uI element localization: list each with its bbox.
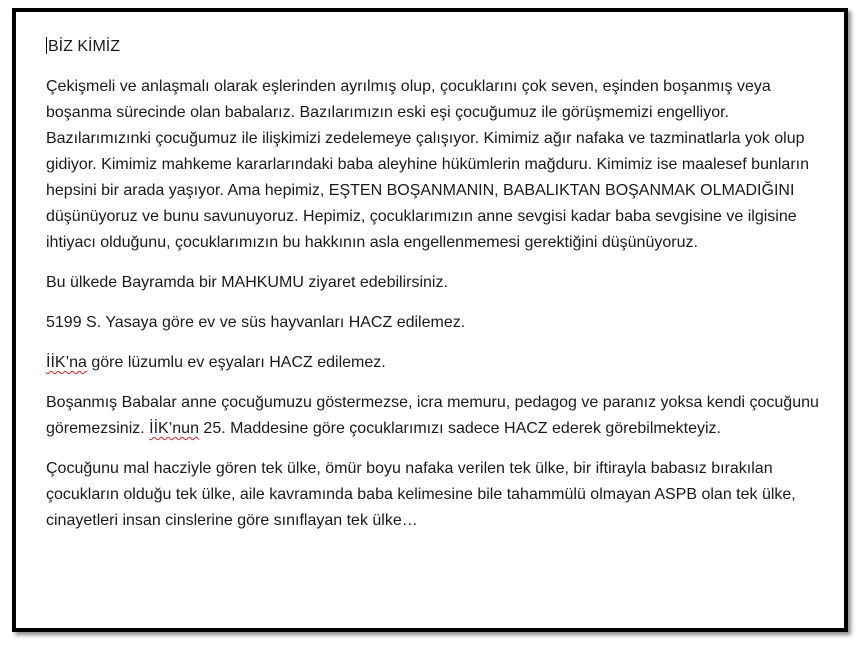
paragraph-2: Bu ülkede Bayramda bir MAHKUMU ziyaret edebilirsiniz. (46, 274, 448, 291)
paragraph-4 (46, 350, 836, 376)
paragraph-5-start: Boşanmış Babalar anne çocuğumuzu göstermezse, icra memuru, pedagog ve paranız yoksa kendi çocuğunu göremezsiniz. (46, 394, 819, 437)
document-title (46, 34, 836, 60)
spellcheck-word[interactable]: İİK’na (46, 354, 87, 371)
document-frame (12, 8, 848, 632)
paragraph-1: Çekişmeli ve anlaşmalı olarak eşlerinden ayrılmış olup, çocuklarını çok seven, eşinden boşanmış veya boşanma sürecinde olan babalarız. Bazılarımızın eski eşi çocuğumuz ile görüşmemizi engelliyor. Bazılarımızınki çocuğumuz ile ilişkimizi zedelemeye çalışıyor. Kimimiz ağır nafaka ve tazminatlarla yok olup gidiyor. Kimimiz mahkeme kararlarındaki baba aleyhine hükümlerin mağduru. Kimimiz ise maalesef bunların hepsini bir arada yaşıyor. Ama hepimiz, EŞTEN BOŞANMANIN, BABALIKTAN BOŞANMAK OLMADIĞINI düşünüyoruz ve bunu savunuyoruz. Hepimiz, çocuklarımızın anne sevgisi kadar baba sevgisine ve ilgisine ihtiyacı olduğunu, çocuklarımızın bu hakkının asla engellenmemesi gerektiğini düşünüyoruz. (46, 78, 809, 251)
paragraph-6: Çocuğunu mal hacziyle gören tek ülke, ömür boyu nafaka verilen tek ülke, bir iftirayla babasız bırakılan çocukların olduğu tek ülke, aile kavramında baba kelimesine bile tahammülü olmayan ASPB olan tek ülke, cinayetleri insan cinslerine göre sınıflayan tek ülke… (46, 460, 796, 529)
paragraph-4-text: göre lüzumlu ev eşyaları HACZ edilemez. (86, 354, 386, 371)
paragraph-5 (46, 390, 836, 442)
title-text: BİZ KİMİZ (48, 38, 120, 55)
paragraph-5-end: 25. Maddesine göre çocuklarımızı sadece HACZ ederek görebilmekteyiz. (198, 420, 721, 437)
spellcheck-word[interactable]: İİK’nun (149, 420, 199, 437)
document-body[interactable] (46, 34, 836, 548)
text-cursor (46, 37, 47, 54)
paragraph-3: 5199 S. Yasaya göre ev ve süs hayvanları HACZ edilemez. (46, 314, 466, 331)
